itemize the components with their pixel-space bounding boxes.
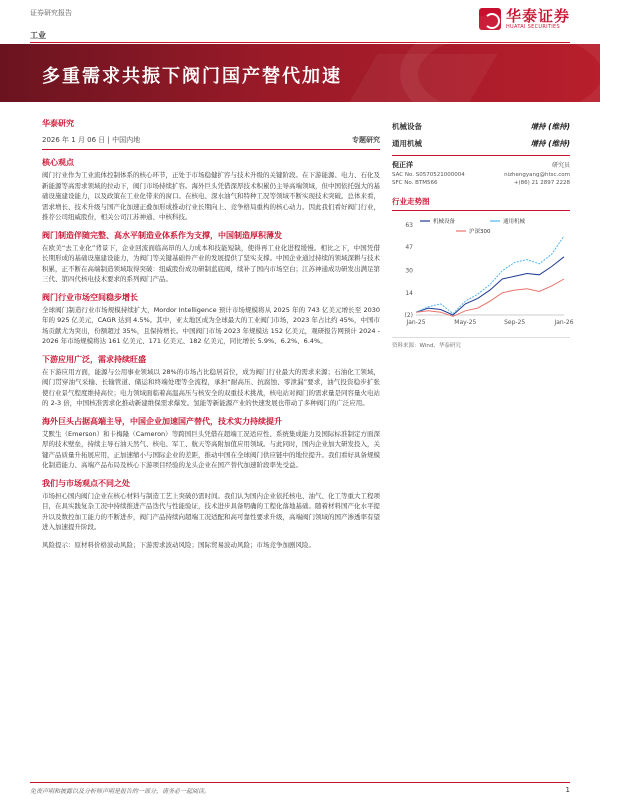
section-body: 市场担心国内阀门企业在核心材料与制造工艺上突破仍需时间。我们认为国内企业依托核电、油气、化工等重大工程项目，在具实践复杂工况中持续推进产品迭代与性能验证，技术进步具备明确的工程化落地基础。随着材料国产化水平提升以及数控加工能力的不断进步，阀门产品持续向超端工况适配和高可靠性要求升级，高端阀门领域的国产渗透率有望进入加速提升阶段。 <box>42 491 380 531</box>
rating-row <box>392 135 570 152</box>
section-competition <box>42 416 380 471</box>
y-tick-label: 47 <box>405 244 413 252</box>
rating-value: 增持 (维持) <box>530 139 570 148</box>
logo-en-text: HUATAI SECURITIES <box>505 24 560 30</box>
section-heading: 阀门制造伴随完整、高水平制造业体系作为支撑，中国制造厚积薄发 <box>42 230 282 240</box>
legend-label: 通用机械 <box>503 219 526 225</box>
report-type-label: 证券研究报告 <box>30 9 72 17</box>
analyst-sac: SAC No. S0570521000004 <box>392 172 465 178</box>
analyst-line <box>392 172 570 178</box>
analyst-sfc: SFC No. BTM566 <box>392 180 438 186</box>
meta-row <box>42 135 380 150</box>
section-body: 全球阀门制造行业市场规模持续扩大，Mordor Intelligence 预计市场规模将从 2025 年的 743 亿美元增长至 2030 年的 925 亿美元，CAGR 达到 4.5%。其中，亚太地区成为全球最大的工业阀门市场，2023 年占比约 45%，中国市场贡献尤为突出，份额超过 35%，且保持增长。中国阀门市场 2023 年规模达 152 亿美元，观研报告网预计 2024 - 2026 年市场规模将达 161 亿美元、171 亿美元、182 亿美元，同比增长 5.9%、6.2%、6.4%。 <box>42 305 380 345</box>
section-risk <box>42 540 380 551</box>
byline: 华泰研究 <box>42 119 74 128</box>
rating-row <box>392 118 570 135</box>
rating-value: 增持 (维持) <box>530 122 570 131</box>
section-core-view <box>42 157 380 223</box>
page-number: 1 <box>565 786 570 794</box>
section-heading: 海外巨头占据高端主导，中国企业加速国产替代，技术实力持续提升 <box>42 416 282 426</box>
main-column <box>42 118 380 550</box>
analyst-name: 倪正洋 <box>392 161 413 169</box>
section-heading: 下游应用广泛，需求持续旺盛 <box>42 354 146 364</box>
x-tick-label: Jan-26 <box>554 319 574 326</box>
section-body: 艾默生（Emerson）和卡梅隆（Cameron）等跨国巨头凭借在超端工况适应性、系统集成能力及国际标准制定方面深厚的技术壁垒，持续主导石油天然气、核电、军工、航天等高附加值应用领域。与此同时，国内企业加大研发投入，关键产品质量升拓展应用，正加速缩小与国际企业的差距，推动中国在全球阀门供应链中的地位提升。我们看好具备规模化制造能力、高端产品布局及核心下游项目经验的龙头企业在国产替代加速阶段率先受益。 <box>42 429 380 469</box>
analyst-role: 研究员 <box>551 162 570 169</box>
disclaimer-footer: 免责声明和披露以及分析师声明是报告的一部分，请务必一起阅读。 <box>30 788 211 795</box>
section-market-space <box>42 292 380 347</box>
section-heading: 核心观点 <box>42 158 74 167</box>
rating-industry: 机械设备 <box>392 122 422 131</box>
y-tick-label: 14 <box>405 289 413 297</box>
series-line-沪深300 <box>416 279 564 316</box>
sidebar-divider <box>392 155 570 156</box>
analyst-header <box>392 160 570 170</box>
x-tick-label: Jan-25 <box>406 319 426 326</box>
analyst-email[interactable]: nizhengyang@htsc.com <box>504 172 570 178</box>
date-region: 2026 年 1 月 06 日 | 中国内地 <box>42 136 141 144</box>
risk-warning: 风险提示：原材料价格波动风险；下游需求波动风险；国际贸易波动风险；市场竞争加剧风险。 <box>42 540 315 549</box>
x-tick-label: May-25 <box>454 319 477 326</box>
sector-label: 工业 <box>30 31 46 40</box>
footer-rule <box>30 782 570 783</box>
rating-industry: 通用机械 <box>392 139 422 148</box>
series-line-通用机械 <box>416 236 564 314</box>
section-downstream <box>42 354 380 409</box>
industry-trend-chart <box>392 215 574 333</box>
section-heading: 我们与市场观点不同之处 <box>42 478 130 488</box>
analyst-phone: +(86) 21 2897 2228 <box>513 180 570 186</box>
title-banner <box>0 44 600 102</box>
legend-label: 沪深300 <box>469 229 491 235</box>
y-tick-label: 30 <box>405 267 413 275</box>
trend-chart-svg <box>392 215 574 333</box>
report-date: 2026 年 1 月 06 日 <box>42 136 106 144</box>
report-region: 中国内地 <box>112 136 141 144</box>
section-body: 在下游应用方面，能源与公用事业领域以 28%的市场占比稳居首位，成为阀门行业最大的需求来源；石油化工领域，阀门贯穿油气采输、长输管道、储运和终端处理等全流程，承担“耐高压、抗腐蚀、零泄漏”要求，油气投资稳步扩张使行业景气程度维持高位；电力领域面临着高温高压与核安全的双重技术挑战，核电站对阀门的需求量是同容量火电站的 2-3 倍，中国核准需求化推动新建维保需求爆发。氢能等新能源产业的快速发展也带动了多种阀门的广泛应用。 <box>42 367 380 407</box>
section-body: 在欧美“去工业化”背景下，企业回流面临高昂的人力成本和技能短缺，使得再工业化进程缓慢。相比之下，中国凭借长期形成的基础设施建设能力，为阀门等关键基础件产业的发展提供了坚实支撑。中国企业通过持续的领域深耕与技术积累，正不断在高端制造领域取得突破：纽威股份成功研制蓝底阀，续补了国内市场空白；江苏神通成功研发出满足第三代、第四代核电技术要求的系列阀门产品。 <box>42 243 380 283</box>
section-heading: 阀门行业市场空间稳步增长 <box>42 292 138 302</box>
chart-title: 行业走势图 <box>392 196 570 211</box>
section-body: 阀门行业作为工业流体控制体系的核心环节，正处于市场稳健扩容与技术升级的关键阶段。在下游能源、电力、石化及新能源等高需求领域的拉动下，阀门市场持续扩容。海外巨头凭借深厚技术积累仍主导高端领域，但中国依托强大的基础设施建设能力，以及政策在工业化带来的窗口。在核电、深水油气和特种工况等领域不断实现技术突破。总体来看，需求增长、技术升级与国产化加速正叠加形成推动行业长期向上、竞争格局重构的核心动力。因此我们看好阀门行业，推荐公司纽威股份，相关公司江苏神通、中核科技。 <box>42 171 380 221</box>
section-manufacturing <box>42 230 380 285</box>
analyst-line <box>392 180 570 186</box>
y-tick-label: (2) <box>404 312 413 319</box>
report-title: 多重需求共振下阀门国产替代加速 <box>42 66 342 87</box>
report-category: 专题研究 <box>352 136 380 144</box>
legend-label: 机械设备 <box>433 219 456 225</box>
y-tick-label: 63 <box>405 222 413 229</box>
section-differentiated-view <box>42 478 380 533</box>
logo-cn-text: 华泰证券 <box>505 7 570 25</box>
chart-source: 资料来源：Wind，华泰研究 <box>392 337 570 349</box>
sidebar <box>392 118 574 349</box>
series-line-机械设备 <box>416 257 564 315</box>
x-tick-label: Sep-25 <box>504 319 526 326</box>
